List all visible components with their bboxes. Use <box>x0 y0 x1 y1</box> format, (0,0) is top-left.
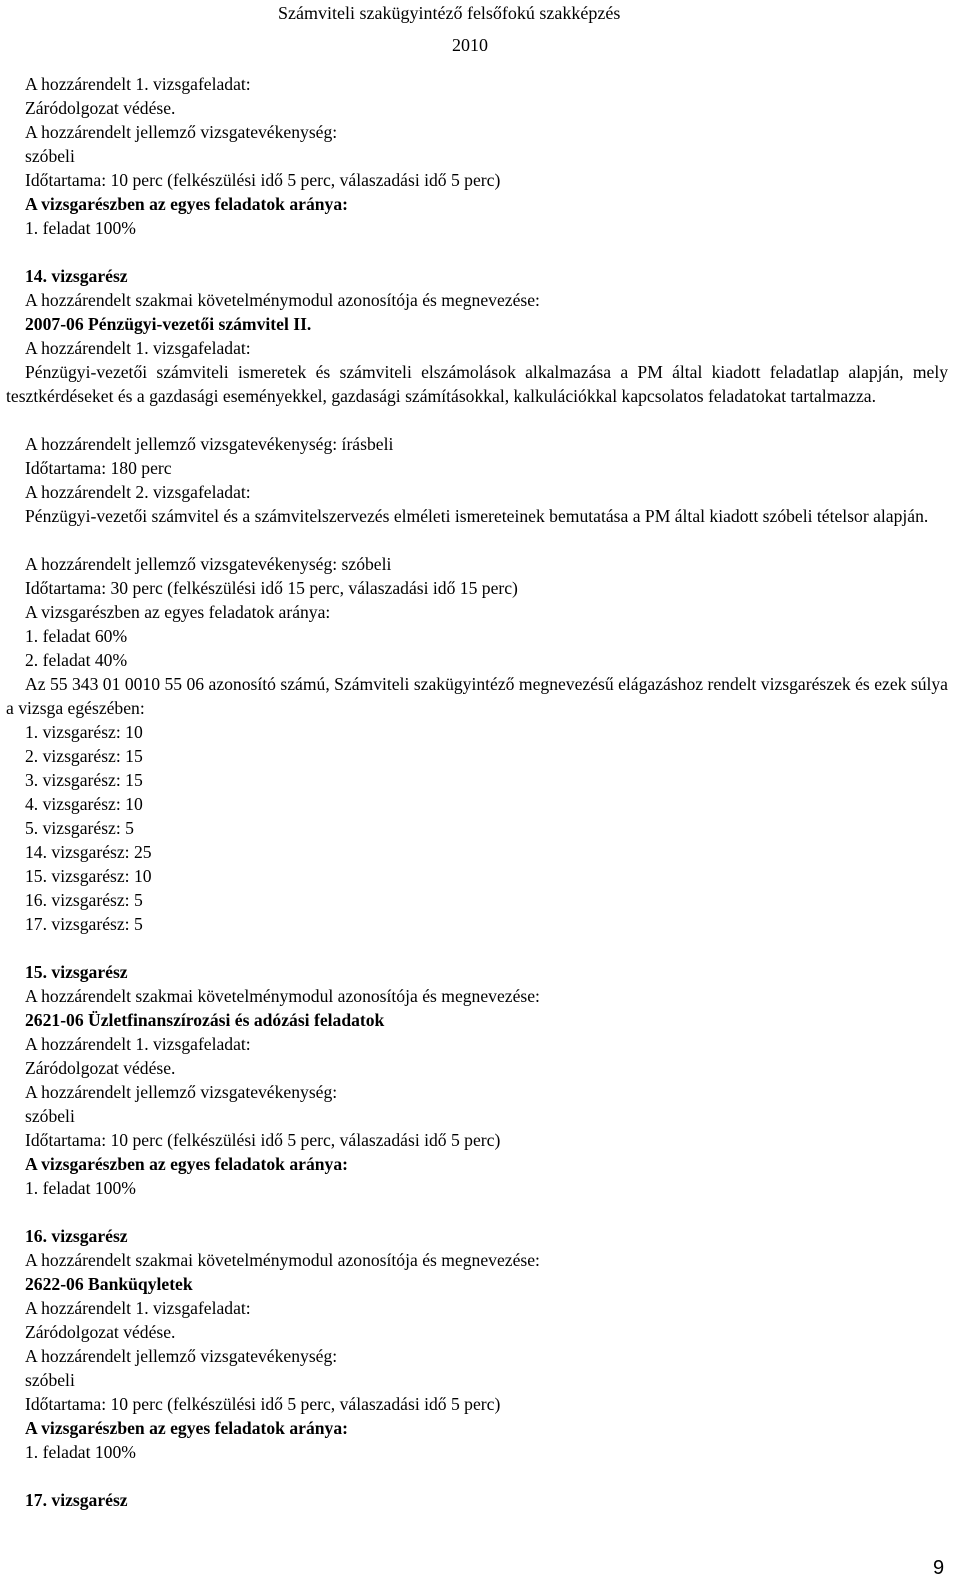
activity-value: szóbeli <box>25 1106 75 1126</box>
task-description: Pénzügyi-vezetői számvitel és a számvitelszervezés elméleti ismereteinek bemutatása a PM által kiadott szóbeli tételsor alapján. <box>25 506 929 526</box>
task-text: Záródolgozat védése. <box>25 1058 176 1078</box>
activity-line: A hozzárendelt jellemző vizsgatevékenység: szóbeli <box>25 554 392 574</box>
ratio-item: 1. feladat 60% <box>25 626 128 646</box>
weights-description: Az 55 343 01 0010 55 06 azonosító számú, Számviteli szakügyintéző megnevezésű elágazáshoz rendelt vizsgarészek és ezek súlya a vizsga egészében: <box>6 674 948 718</box>
module-label: A hozzárendelt szakmai követelménymodul azonosítója és megnevezése: <box>25 1250 540 1270</box>
ratio-item: 1. feladat 100% <box>25 1178 136 1198</box>
module-name: 2622-06 Banküqyletek <box>25 1274 193 1294</box>
weight-item: 2. vizsgarész: 15 <box>25 746 143 766</box>
activity-label: A hozzárendelt jellemző vizsgatevékenység: <box>25 1346 338 1366</box>
task-label: A hozzárendelt 2. vizsgafeladat: <box>25 482 251 502</box>
weight-item: 16. vizsgarész: 5 <box>25 890 143 910</box>
task-label: A hozzárendelt 1. vizsgafeladat: <box>25 1298 251 1318</box>
module-name: 2007-06 Pénzügyi-vezetői számvitel II. <box>25 314 312 334</box>
ratio-label: A vizsgarészben az egyes feladatok aránya: <box>25 602 331 622</box>
task-text: Záródolgozat védése. <box>25 1322 176 1342</box>
activity-value: szóbeli <box>25 146 75 166</box>
ratio-item: 2. feladat 40% <box>25 650 128 670</box>
ratio-label: A vizsgarészben az egyes feladatok aránya: <box>25 194 348 214</box>
weight-item: 4. vizsgarész: 10 <box>25 794 143 814</box>
weight-item: 3. vizsgarész: 15 <box>25 770 143 790</box>
ratio-item: 1. feladat 100% <box>25 1442 136 1462</box>
activity-line: A hozzárendelt jellemző vizsgatevékenység: írásbeli <box>25 434 394 454</box>
task-label: A hozzárendelt 1. vizsgafeladat: <box>25 74 251 94</box>
ratio-item: 1. feladat 100% <box>25 218 136 238</box>
activity-label: A hozzárendelt jellemző vizsgatevékenység: <box>25 122 338 142</box>
section-heading: 15. vizsgarész <box>25 962 128 982</box>
task-label: A hozzárendelt 1. vizsgafeladat: <box>25 1034 251 1054</box>
activity-value: szóbeli <box>25 1370 75 1390</box>
duration-text: Időtartama: 180 perc <box>25 458 172 478</box>
ratio-label: A vizsgarészben az egyes feladatok aránya: <box>25 1154 348 1174</box>
weight-item: 14. vizsgarész: 25 <box>25 842 152 862</box>
module-name: 2621-06 Üzletfinanszírozási és adózási feladatok <box>25 1010 385 1030</box>
section-heading: 17. vizsgarész <box>25 1490 128 1510</box>
section-heading: 16. vizsgarész <box>25 1226 128 1246</box>
weight-item: 1. vizsgarész: 10 <box>25 722 143 742</box>
weight-item: 15. vizsgarész: 10 <box>25 866 152 886</box>
page-number: 9 <box>933 1557 945 1579</box>
task-text: Záródolgozat védése. <box>25 98 176 118</box>
duration-text: Időtartama: 30 perc (felkészülési idő 15 perc, válaszadási idő 15 perc) <box>25 578 518 598</box>
weight-item: 5. vizsgarész: 5 <box>25 818 134 838</box>
task-label: A hozzárendelt 1. vizsgafeladat: <box>25 338 251 358</box>
module-label: A hozzárendelt szakmai követelménymodul azonosítója és megnevezése: <box>25 986 540 1006</box>
duration-text: Időtartama: 10 perc (felkészülési idő 5 perc, válaszadási idő 5 perc) <box>25 1394 501 1414</box>
section-heading: 14. vizsgarész <box>25 266 128 286</box>
duration-text: Időtartama: 10 perc (felkészülési idő 5 perc, válaszadási idő 5 perc) <box>25 170 501 190</box>
page-header-title: Számviteli szakügyintéző felsőfokú szakképzés <box>278 3 621 23</box>
task-description: Pénzügyi-vezetői számviteli ismeretek és számviteli elszámolások alkalmazása a PM által kiadott feladatlap alapján, mely tesztkérdéseket és a gazdasági eseményekkel, gazdasági számításokkal, kalkulációkkal kapcsolatos feladatokat tartalmazza. <box>6 362 948 406</box>
module-label: A hozzárendelt szakmai követelménymodul azonosítója és megnevezése: <box>25 290 540 310</box>
activity-label: A hozzárendelt jellemző vizsgatevékenység: <box>25 1082 338 1102</box>
duration-text: Időtartama: 10 perc (felkészülési idő 5 perc, válaszadási idő 5 perc) <box>25 1130 501 1150</box>
weight-item: 17. vizsgarész: 5 <box>25 914 143 934</box>
ratio-label: A vizsgarészben az egyes feladatok aránya: <box>25 1418 348 1438</box>
page-header-year: 2010 <box>452 35 488 55</box>
